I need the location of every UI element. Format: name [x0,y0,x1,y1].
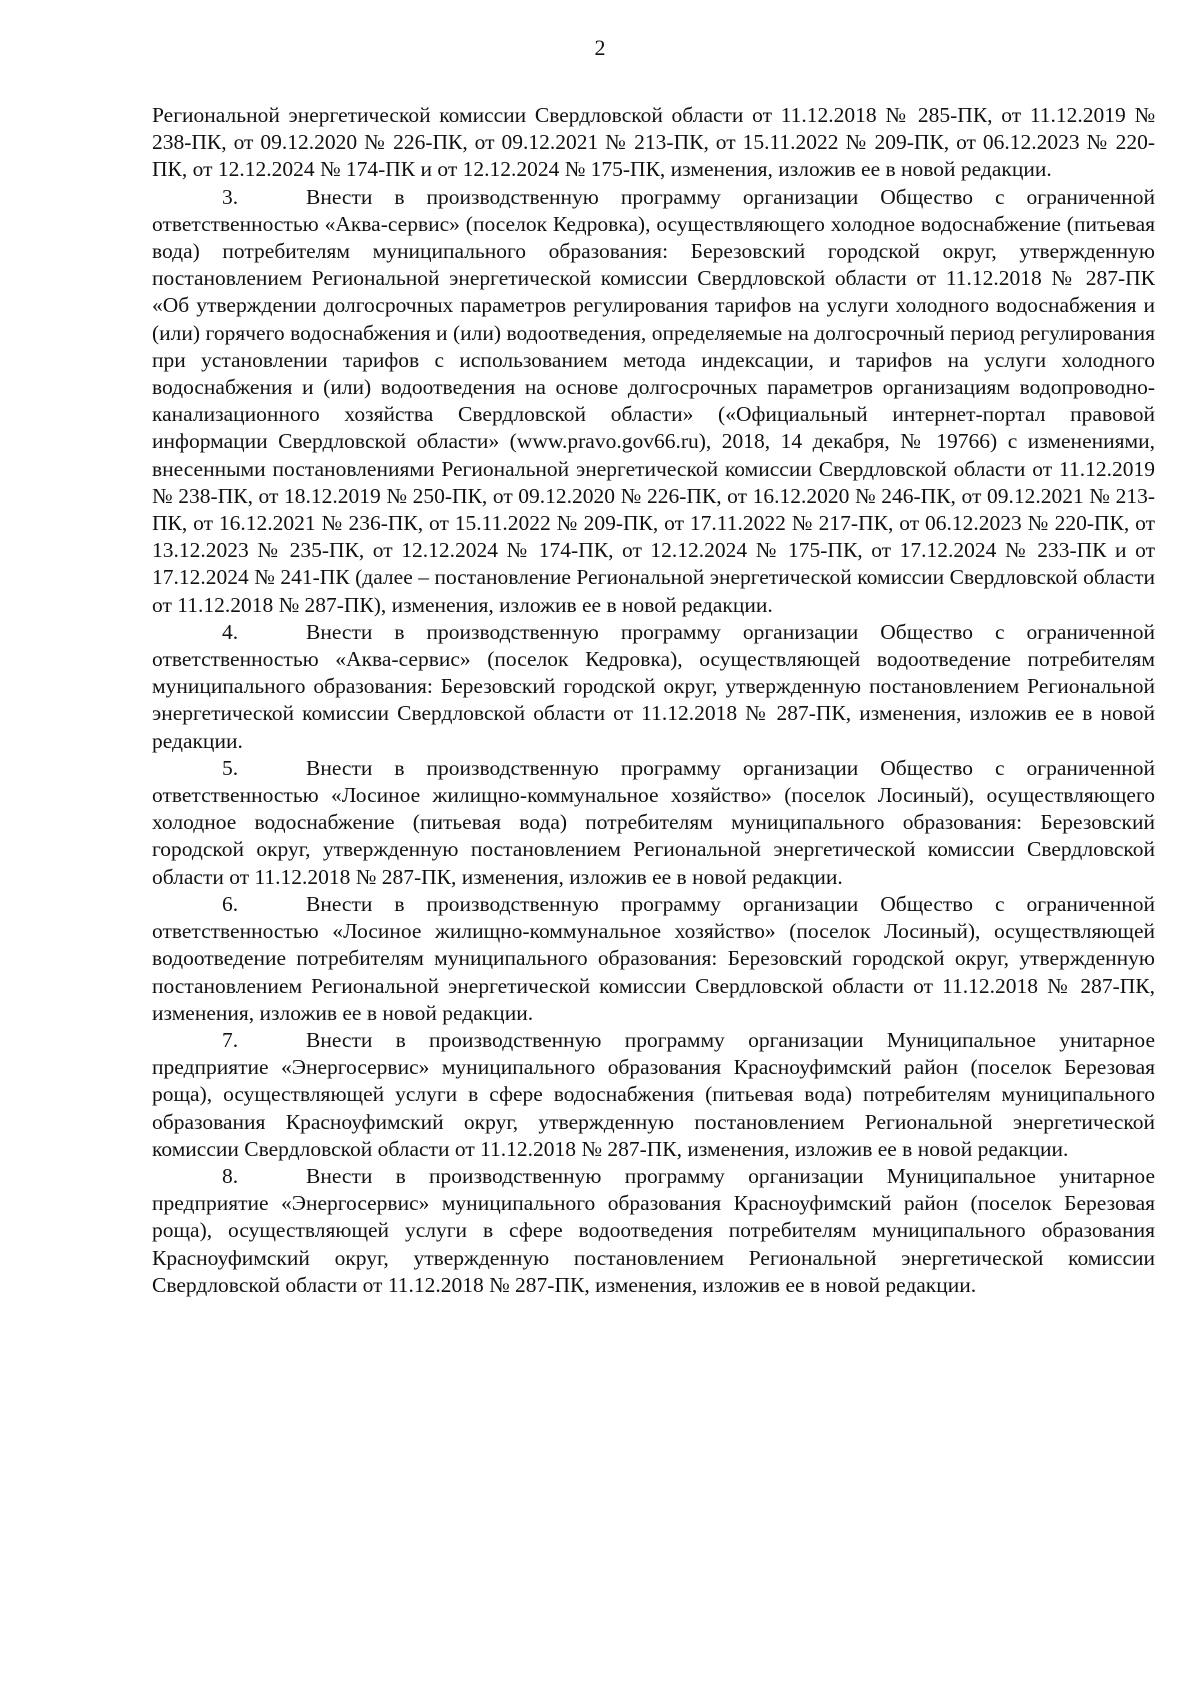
paragraph-text: Внести в производственную программу организации Общество с ограниченной ответственностью «Аква-сервис» (поселок Кедровка), осуществляющего холодное водоснабжение (питьевая вода) потребителям муниципального образования: Березовский городской округ, утвержденную постановлением Региональной энергетической комиссии Свердловской области от 11.12.2018 № 287-ПК «Об утверждении долгосрочных параметров регулирования тарифов на услуги холодного водоснабжения и (или) горячего водоснабжения и (или) водоотведения, определяемые на долгосрочный период регулирования при установлении тарифов с использованием метода индексации, и тарифов на услуги холодного водоснабжения и (или) водоотведения на основе долгосрочных параметров организациям водопроводно-канализационного хозяйства Свердловской области» («Официальный интернет-портал правовой информации Свердловской области» (www.pravo.gov66.ru), 2018, 14 декабря, № 19766) с изменениями, внесенными постановлениями Региональной энергетической комиссии Свердловской области от 11.12.2019 № 238-ПК, от 18.12.2019 № 250-ПК, от 09.12.2020 № 226-ПК, от 16.12.2020 № 246-ПК, от 09.12.2021 № 213-ПК, от 16.12.2021 № 236-ПК, от 15.11.2022 № 209-ПК, от 17.11.2022 № 217-ПК, от 06.12.2023 № 220-ПК, от 13.12.2023 № 235-ПК, от 12.12.2024 № 174-ПК, от 12.12.2024 № 175-ПК, от 17.12.2024 № 233-ПК и от 17.12.2024 № 241-ПК (далее – постановление Региональной энергетической комиссии Свердловской области от 11.12.2018 № 287-ПК), изменения, изложив ее в новой редакции. [152,184,1155,617]
paragraph-item-3 [152,184,1155,619]
paragraph-text: Внести в производственную программу организации Общество с ограниченной ответственностью «Лосиное жилищно-коммунальное хозяйство» (поселок Лосиный), осуществляющей водоотведение потребителям муниципального образования: Березовский городской округ, утвержденную постановлением Региональной энергетической комиссии Свердловской области от 11.12.2018 № 287-ПК, изменения, изложив ее в новой редакции. [152,891,1155,1025]
paragraph-text: Региональной энергетической комиссии Свердловской области от 11.12.2018 № 285-ПК, от 11.12.2019 № 238-ПК, от 09.12.2020 № 226-ПК, от 09.12.2021 № 213-ПК, от 15.11.2022 № 209-ПК, от 06.12.2023 № 220-ПК, от 12.12.2024 № 174-ПК и от 12.12.2024 № 175-ПК, изменения, изложив ее в новой редакции. [152,103,1155,182]
paragraph-number: 4. [222,619,239,644]
paragraph-text: Внести в производственную программу организации Общество с ограниченной ответственностью «Аква-сервис» (поселок Кедровка), осуществляющей водоотведение потребителям муниципального образования: Березовский городской округ, утвержденную постановлением Региональной энергетической комиссии Свердловской области от 11.12.2018 № 287-ПК, изменения, изложив ее в новой редакции. [152,619,1155,753]
paragraph-item-6 [152,891,1155,1027]
document-body [152,102,1155,1299]
paragraph-number: 8. [222,1163,239,1188]
paragraph-item-5 [152,755,1155,891]
paragraph-text: Внести в производственную программу организации Муниципальное унитарное предприятие «Энергосервис» муниципального образования Красноуфимский район (поселок Березовая роща), осуществляющей услуги в сфере водоотведения потребителям муниципального образования Красноуфимский округ, утвержденную постановлением Региональной энергетической комиссии Свердловской области от 11.12.2018 № 287-ПК, изменения, изложив ее в новой редакции. [152,1163,1155,1297]
paragraph-text: Внести в производственную программу организации Муниципальное унитарное предприятие «Энергосервис» муниципального образования Красноуфимский район (поселок Березовая роща), осуществляющей услуги в сфере водоснабжения (питьевая вода) потребителям муниципального образования Красноуфимский округ, утвержденную постановлением Региональной энергетической комиссии Свердловской области от 11.12.2018 № 287-ПК, изменения, изложив ее в новой редакции. [152,1027,1155,1161]
paragraph-item-8 [152,1163,1155,1299]
paragraph-item-7 [152,1027,1155,1163]
paragraph-number: 6. [222,891,239,916]
page-number: 2 [594,35,606,60]
paragraph-text: Внести в производственную программу организации Общество с ограниченной ответственностью «Лосиное жилищно-коммунальное хозяйство» (поселок Лосиный), осуществляющего холодное водоснабжение (питьевая вода) потребителям муниципального образования: Березовский городской округ, утвержденную постановлением Региональной энергетической комиссии Свердловской области от 11.12.2018 № 287-ПК, изменения, изложив ее в новой редакции. [152,755,1155,889]
paragraph-number: 5. [222,755,239,780]
paragraph-number: 3. [222,184,239,209]
paragraph-item-4 [152,619,1155,755]
paragraph-number: 7. [222,1027,239,1052]
paragraph-continuation [152,102,1155,184]
